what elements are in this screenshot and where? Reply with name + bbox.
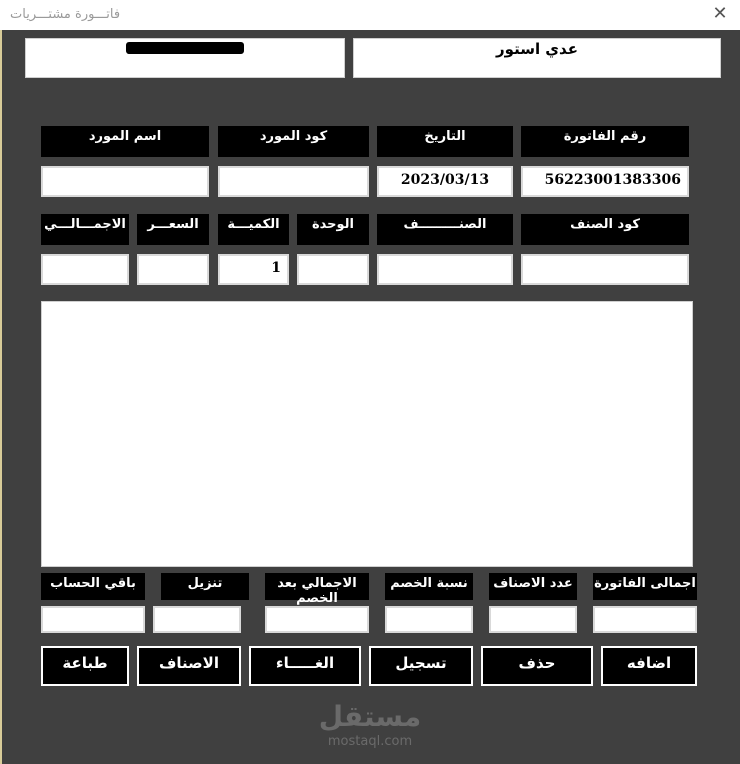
invoice-total-field[interactable] [593, 606, 697, 633]
watermark-brand: مستقل [318, 700, 422, 733]
window-edge [0, 30, 2, 764]
unit-label: الوحدة [297, 214, 369, 245]
total-after-discount-field[interactable] [265, 606, 369, 633]
unit-field[interactable] [297, 254, 369, 285]
items-list[interactable] [41, 301, 693, 567]
discount-percent-label: نسبة الخصم [385, 573, 473, 600]
redacted-mark [126, 42, 244, 54]
close-icon[interactable]: ✕ [712, 3, 728, 24]
save-button[interactable]: تسجيل [369, 646, 473, 686]
price-field[interactable] [137, 254, 209, 285]
watermark-url: mostaql.com [327, 734, 413, 749]
item-field[interactable] [377, 254, 513, 285]
discount-label: تنزيل [161, 573, 249, 600]
delete-button[interactable]: حذف [481, 646, 593, 686]
items-count-label: عدد الاصناف [489, 573, 577, 600]
supplier-code-field[interactable] [218, 166, 369, 197]
window-title: فاتـــورة مشتـــريات [10, 7, 121, 22]
supplier-name-field[interactable] [41, 166, 209, 197]
quantity-label: الكميـــة [218, 214, 289, 245]
quantity-field[interactable]: 1 [218, 254, 289, 285]
date-label: التاريخ [377, 126, 513, 157]
invoice-number-label: رقم الفاتورة [521, 126, 689, 157]
date-field[interactable]: 2023/03/13 [377, 166, 513, 197]
total-after-discount-label: الاجمالي بعد الخصم [265, 573, 369, 600]
discount-field[interactable] [153, 606, 241, 633]
cancel-button[interactable]: الغـــــاء [249, 646, 361, 686]
item-code-field[interactable] [521, 254, 689, 285]
user-name-box [25, 38, 345, 78]
supplier-name-label: اسم المورد [41, 126, 209, 157]
item-code-label: كود الصنف [521, 214, 689, 245]
discount-percent-field[interactable] [385, 606, 473, 633]
store-name-box [353, 38, 721, 78]
balance-field[interactable] [41, 606, 145, 633]
items-count-field[interactable] [489, 606, 577, 633]
total-field[interactable] [41, 254, 129, 285]
print-button[interactable]: طباعة [41, 646, 129, 686]
store-name: عدي استور [496, 40, 578, 58]
invoice-total-label: اجمالى الفاتورة [593, 573, 697, 600]
add-button[interactable]: اضافه [601, 646, 697, 686]
price-label: السعـــر [137, 214, 209, 245]
invoice-number-field[interactable]: 56223001383306 [521, 166, 689, 197]
total-label: الاجمـــالـــي [41, 214, 129, 245]
item-label: الصنـــــــــف [377, 214, 513, 245]
items-button[interactable]: الاصناف [137, 646, 241, 686]
supplier-code-label: كود المورد [218, 126, 369, 157]
balance-label: باقي الحساب [41, 573, 145, 600]
title-bar [0, 0, 740, 30]
